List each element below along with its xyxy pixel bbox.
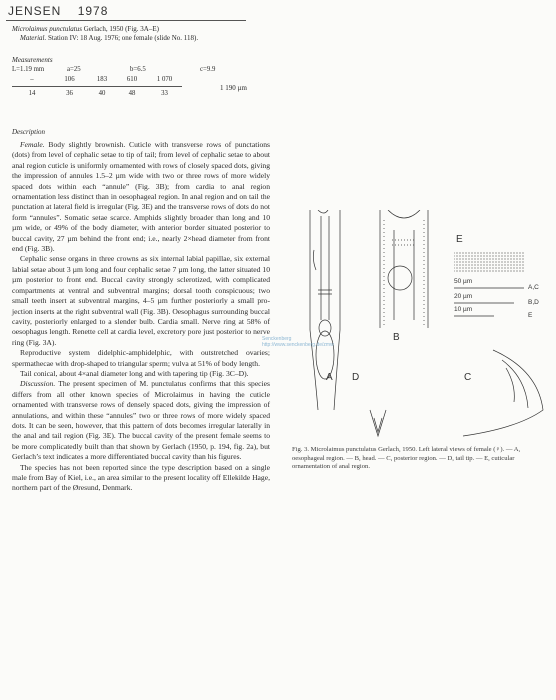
meas-b: b=6.5: [130, 66, 146, 73]
drawing-c: [463, 350, 543, 436]
paragraph-female: [12, 140, 270, 254]
figure-3: [288, 210, 550, 440]
scale-target-e: E: [528, 312, 533, 319]
meas-r3-2: 40: [98, 90, 106, 97]
meas-c: c=9.9: [200, 66, 216, 73]
meas-r3-1: 36: [66, 90, 73, 97]
paragraph-cephalic: Cephalic sense organs in three crowns as six internal labial papillae, six external labial setae about 3 µm long and four cephalic setae 7 µm long, the latter situated 10 µm posterior to front end. Buccal cavity strongly sclerotized, with complicated compartments at ventral and subventral margins; dorsal tooth conspicuous; two small teeth insert at subventral margins, 4–5 µm further posteriorly a small pro-jection inserts at the right subventral wall (Fig. 3B). Oesophagus surrounding buccal cavity, posteriorly enlarged to a slender bulb. Cardia small. Nerve ring at 58% of oesophagus length. Renette cell at cardia level, excretory pore just posterior to nerve ring (Fig. 3A).: [12, 254, 270, 347]
meas-r2-1: 106: [64, 76, 75, 83]
species-heading: [12, 25, 267, 43]
header-rule: [6, 20, 246, 21]
figure-label-a: A: [326, 372, 333, 383]
paragraph-tail: Tail conical, about 4×anal diameter long and with tapering tip (Fig. 3C–D).: [20, 368, 249, 378]
scale-label-10: 10 µm: [454, 306, 473, 313]
stamp-text: Senckenberg: [262, 336, 292, 342]
species-title: Microlaimus punctulatus: [12, 25, 82, 33]
scale-label-20: 20 µm: [454, 293, 473, 300]
female-text: Body slightly brownish. Cuticle with transverse rows of punctations (dots) from level of cephalic setae to tip of tail; from level of cephalic setae to about anal region cuticle is uniformly ornamented with rows of closely spaced dots, giving the impression of annules 1.5–2 µm wide with two or three rows of more widely spaced dots within each “annule” (Fig. 3B); from cardia to anal region ornamentation less distinct than in oesophageal region. In anal region and on tail the punctation at lateral field is irregular (Fig. 3E) and the transverse rows of dots do not form “annules”. Somatic setae scarce. Amphids slightly broader than long and 10 µm wide, or 49% of the body diameter, with anterior border situated posterior to buccal cavity, 27 µm behind the front end; i.e., nearly 2×head diameter from front end (Fig. 3B).: [12, 140, 270, 254]
paragraph-discussion: [12, 379, 270, 462]
description-body: [12, 140, 270, 494]
paragraph-distribution: The species has not been reported since the type description based on a single male from Bay of Kiel, i.e., an area similar to the present locality off Ellekilde Hage, northern part of the Øresund, Denmark.: [12, 462, 270, 493]
meas-r3-4: 33: [161, 90, 168, 97]
figure-label-e: E: [456, 234, 463, 245]
scale-target-ac: A,C: [528, 284, 539, 291]
figure-label-c: C: [464, 372, 472, 383]
drawing-b: [380, 210, 428, 328]
meas-L: L=1.19 mm: [12, 66, 45, 73]
material-text: Station IV: 18 Aug. 1976; one female (slide No. 118).: [46, 34, 199, 42]
figure-drawings: [288, 210, 550, 440]
measurements-table: [12, 66, 252, 100]
year: 1978: [77, 4, 109, 18]
meas-r2-4: 1 070: [156, 76, 173, 83]
stamp-url: http://www.senckenberg.de/zmw: [262, 342, 334, 348]
species-authority: Gerlach, 1950 (Fig. 3A–E): [81, 25, 159, 33]
meas-a: a=25: [67, 66, 81, 73]
figure-label-b: B: [393, 332, 400, 343]
meas-total: 1 190 µm: [220, 84, 247, 92]
meas-r3-0: 14: [28, 90, 36, 97]
meas-dash: –: [30, 76, 34, 83]
drawing-e: [454, 252, 524, 272]
meas-r3-3: 48: [128, 90, 136, 97]
description-heading: Description: [12, 128, 46, 136]
figure-caption: Fig. 3. Microlaimus punctulatus Gerlach, 1950. Left lateral views of female (♀). — A, oesophageal region. — B, head. — C, posterior region. — D, tail tip. — E, cuticular ornamentation of anal region.: [292, 446, 521, 471]
material-label: Material.: [20, 34, 47, 42]
female-lead: Female.: [20, 140, 45, 149]
running-header: [8, 4, 108, 18]
scale-target-bd: B,D: [528, 299, 539, 306]
library-stamp: [262, 336, 352, 348]
meas-r2-3: 610: [126, 76, 138, 83]
paragraph-reproductive: Reproductive system didelphic-amphidelphic, with outstretched ovaries; spermathecae with drop-shaped to triangular sperm; vulva at 51% of body length.: [12, 348, 270, 368]
discussion-lead: Discussion.: [20, 379, 56, 389]
figure-label-d: D: [352, 372, 360, 383]
drawing-a: [310, 210, 340, 410]
measurements-heading: Measurements: [12, 56, 53, 64]
scale-label-50: 50 µm: [454, 278, 473, 285]
discussion-text: The present specimen of M. punctulatus confirms that this species differs from all other known species of Microlaimus in having the cuticle ornamented with transverse rows of densely spaced dots, giving the impression of annulations, and within these “annules” two or three rows of more widely spaced dots. It can be seen, however, that this pattern of dots becomes irregular laterally in the anal and tail region (Fig. 3E). The buccal cavity of the present female seems to be more complicatedly built than that shown by Gerlach (1950, p. 194, fig. 2a), but Gerlach’s text indicates a more differentiated buccal cavity than his figures.: [12, 379, 270, 462]
meas-r2-2: 183: [96, 76, 108, 83]
author-name: JENSEN: [8, 4, 62, 18]
drawing-d: [370, 410, 386, 436]
